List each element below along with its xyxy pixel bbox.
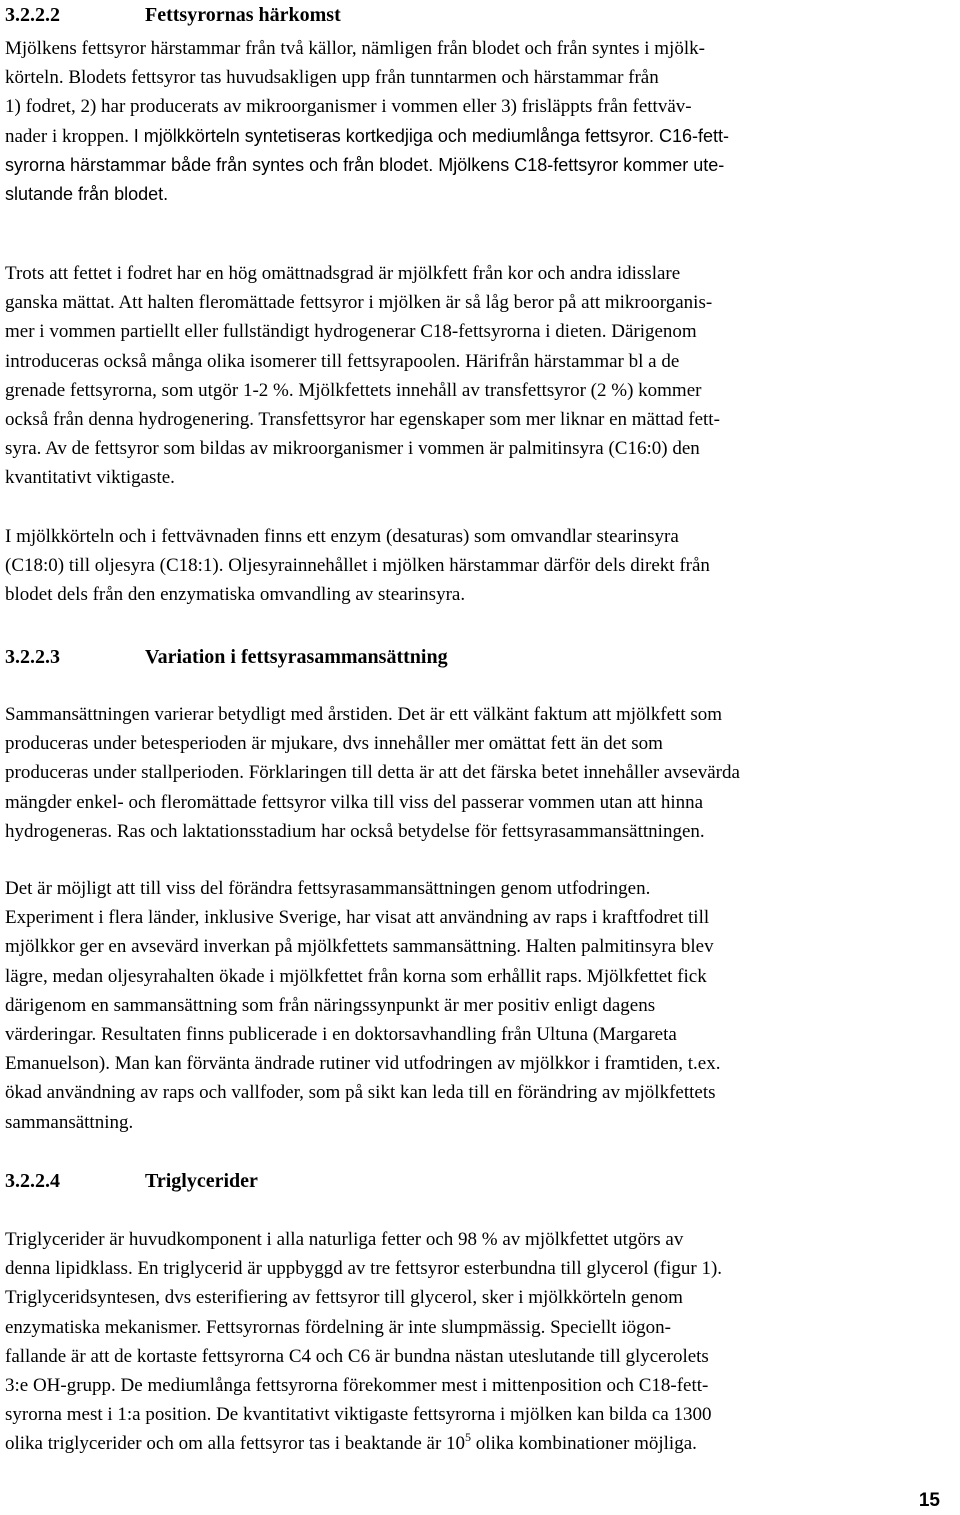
section-title: Fettsyrornas härkomst (145, 4, 341, 26)
text-line: ganska mättat. Att halten fleromättade fettsyror i mjölken är så låg beror på att mikroorganis- (5, 292, 713, 314)
section-number: 3.2.2.2 (5, 4, 60, 26)
text-line: blodet dels från den enzymatiska omvandling av stearinsyra. (5, 584, 466, 606)
text-line (5, 122, 957, 151)
text-span: I mjölkkörteln syntetiseras kortkedjiga och mediumlånga fettsyror. C16-fett- (133, 125, 729, 146)
paragraph-fatty-acid-origin (5, 34, 957, 209)
text-line: därigenom en sammansättning som från näringssynpunkt är mer positiv enligt dagens (5, 994, 656, 1016)
section-heading-3-2-2-2 (5, 3, 341, 27)
text-line: Det är möjligt att till viss del förändra fettsyrasammansättningen genom utfodringen. (5, 878, 651, 899)
text-line: (C18:0) till oljesyra (C18:1). Oljesyrainnehållet i mjölken härstammar därför dels direkt från (5, 555, 710, 577)
text-line: hydrogeneras. Ras och laktationsstadium har också betydelse för fettsyrasammansättningen. (5, 820, 705, 842)
section-heading-3-2-2-3 (5, 645, 448, 669)
text-line: syrorna härstammar både från syntes och från blodet. Mjölkens C18-fettsyror kommer ute- (5, 154, 725, 175)
paragraph-feeding (5, 874, 957, 1137)
text-line: 1) fodret, 2) har producerats av mikroorganismer i vommen eller 3) frisläppts från fettväv- (5, 96, 692, 118)
paragraph-desaturase (5, 522, 957, 610)
text-line: slutande från blodet. (5, 184, 169, 205)
text-line: produceras under betesperioden är mjukare, dvs innehåller mer omättat fett än det som (5, 733, 663, 755)
text-line: Triglycerider är huvudkomponent i alla naturliga fetter och 98 % av mjölkfettet utgörs av (5, 1229, 684, 1250)
text-span: olika triglycerider och om alla fettsyror tas i beaktande är 10 (5, 1433, 466, 1455)
superscript: 5 (465, 1430, 472, 1445)
text-line: värderingar. Resultaten finns publicerade i en doktorsavhandling från Ultuna (Margareta (5, 1024, 677, 1046)
page-number: 15 (918, 1490, 940, 1511)
section-number: 3.2.2.4 (5, 1170, 60, 1192)
section-number: 3.2.2.3 (5, 646, 60, 668)
text-line: ökad användning av raps och vallfoder, som på sikt kan leda till en förändring av mjölkfettets (5, 1082, 716, 1104)
text-line: grenade fettsyrorna, som utgör 1-2 %. Mjölkfettets innehåll av transfettsyror (2 %) kommer (5, 379, 702, 401)
section-title: Variation i fettsyrasammansättning (145, 646, 448, 668)
text-line: lägre, medan oljesyrahalten ökade i mjölkfettet från korna som erhållit raps. Mjölkfettet fick (5, 965, 707, 987)
text-line: syra. Av de fettsyror som bildas av mikroorganismer i vommen är palmitinsyra (C16:0) den (5, 438, 700, 460)
section-heading-3-2-2-4 (5, 1169, 258, 1193)
text-line: mer i vommen partiellt eller fullständigt hydrogenerar C18-fettsyrorna i dieten. Därigenom (5, 321, 697, 343)
text-span: olika kombinationer möjliga. (471, 1433, 697, 1455)
text-line: denna lipidklass. En triglycerid är uppbyggd av tre fettsyror esterbundna till glycerol (figur 1). (5, 1258, 723, 1280)
text-line: Trots att fettet i fodret har en hög omättnadsgrad är mjölkfett från kor och andra idisslare (5, 263, 681, 284)
text-line: sammansättning. (5, 1111, 134, 1133)
text-line: kvantitativt viktigaste. (5, 467, 175, 489)
text-span: nader i kroppen. (5, 125, 134, 147)
section-title: Triglycerider (145, 1170, 258, 1192)
text-line: produceras under stallperioden. Förklaringen till detta är att det färska betet innehåller avsevärda (5, 762, 740, 784)
text-line: syrorna mest i 1:a position. De kvantitativt viktigaste fettsyrorna i mjölken kan bilda ca 1300 (5, 1404, 712, 1426)
paragraph-seasonal-variation (5, 700, 957, 846)
paragraph-triglycerides (5, 1225, 957, 1459)
text-line: också från denna hydrogenering. Transfettsyror har egenskaper som mer liknar en mättad fett- (5, 409, 720, 431)
text-line: I mjölkkörteln och i fettvävnaden finns ett enzym (desaturas) som omvandlar stearinsyra (5, 526, 679, 547)
text-line: Triglyceridsyntesen, dvs esterifiering av fettsyror till glycerol, sker i mjölkkörteln genom (5, 1287, 683, 1309)
text-line: Experiment i flera länder, inklusive Sverige, har visat att användning av raps i kraftfodret till (5, 907, 710, 929)
text-line: enzymatiska mekanismer. Fettsyrornas fördelning är inte slumpmässig. Speciellt iögon- (5, 1316, 671, 1338)
text-line: Emanuelson). Man kan förvänta ändrade rutiner vid utfodringen av mjölkkor i framtiden, t.ex. (5, 1053, 721, 1075)
text-line: 3:e OH-grupp. De mediumlånga fettsyrorna förekommer mest i mittenposition och C18-fett- (5, 1375, 709, 1397)
text-line: introduceras också många olika isomerer till fettsyrapoolen. Härifrån härstammar bl a de (5, 350, 680, 372)
text-line: mjölkkor ger en avsevärd inverkan på mjölkfettets sammansättning. Halten palmitinsyra blev (5, 936, 714, 958)
text-line: fallande är att de kortaste fettsyrorna C4 och C6 är bundna nästan uteslutande till glycerolets (5, 1345, 709, 1367)
text-line (5, 1429, 957, 1458)
paragraph-saturation (5, 259, 957, 493)
text-line: mängder enkel- och fleromättade fettsyror vilka till viss del passerar vommen utan att hinna (5, 791, 704, 813)
text-line: Sammansättningen varierar betydligt med årstiden. Det är ett välkänt faktum att mjölkfett som (5, 704, 723, 725)
text-line: Mjölkens fettsyror härstammar från två källor, nämligen från blodet och från syntes i mjölk- (5, 38, 705, 59)
text-line: körteln. Blodets fettsyror tas huvudsakligen upp från tunntarmen och härstammar från (5, 67, 659, 89)
